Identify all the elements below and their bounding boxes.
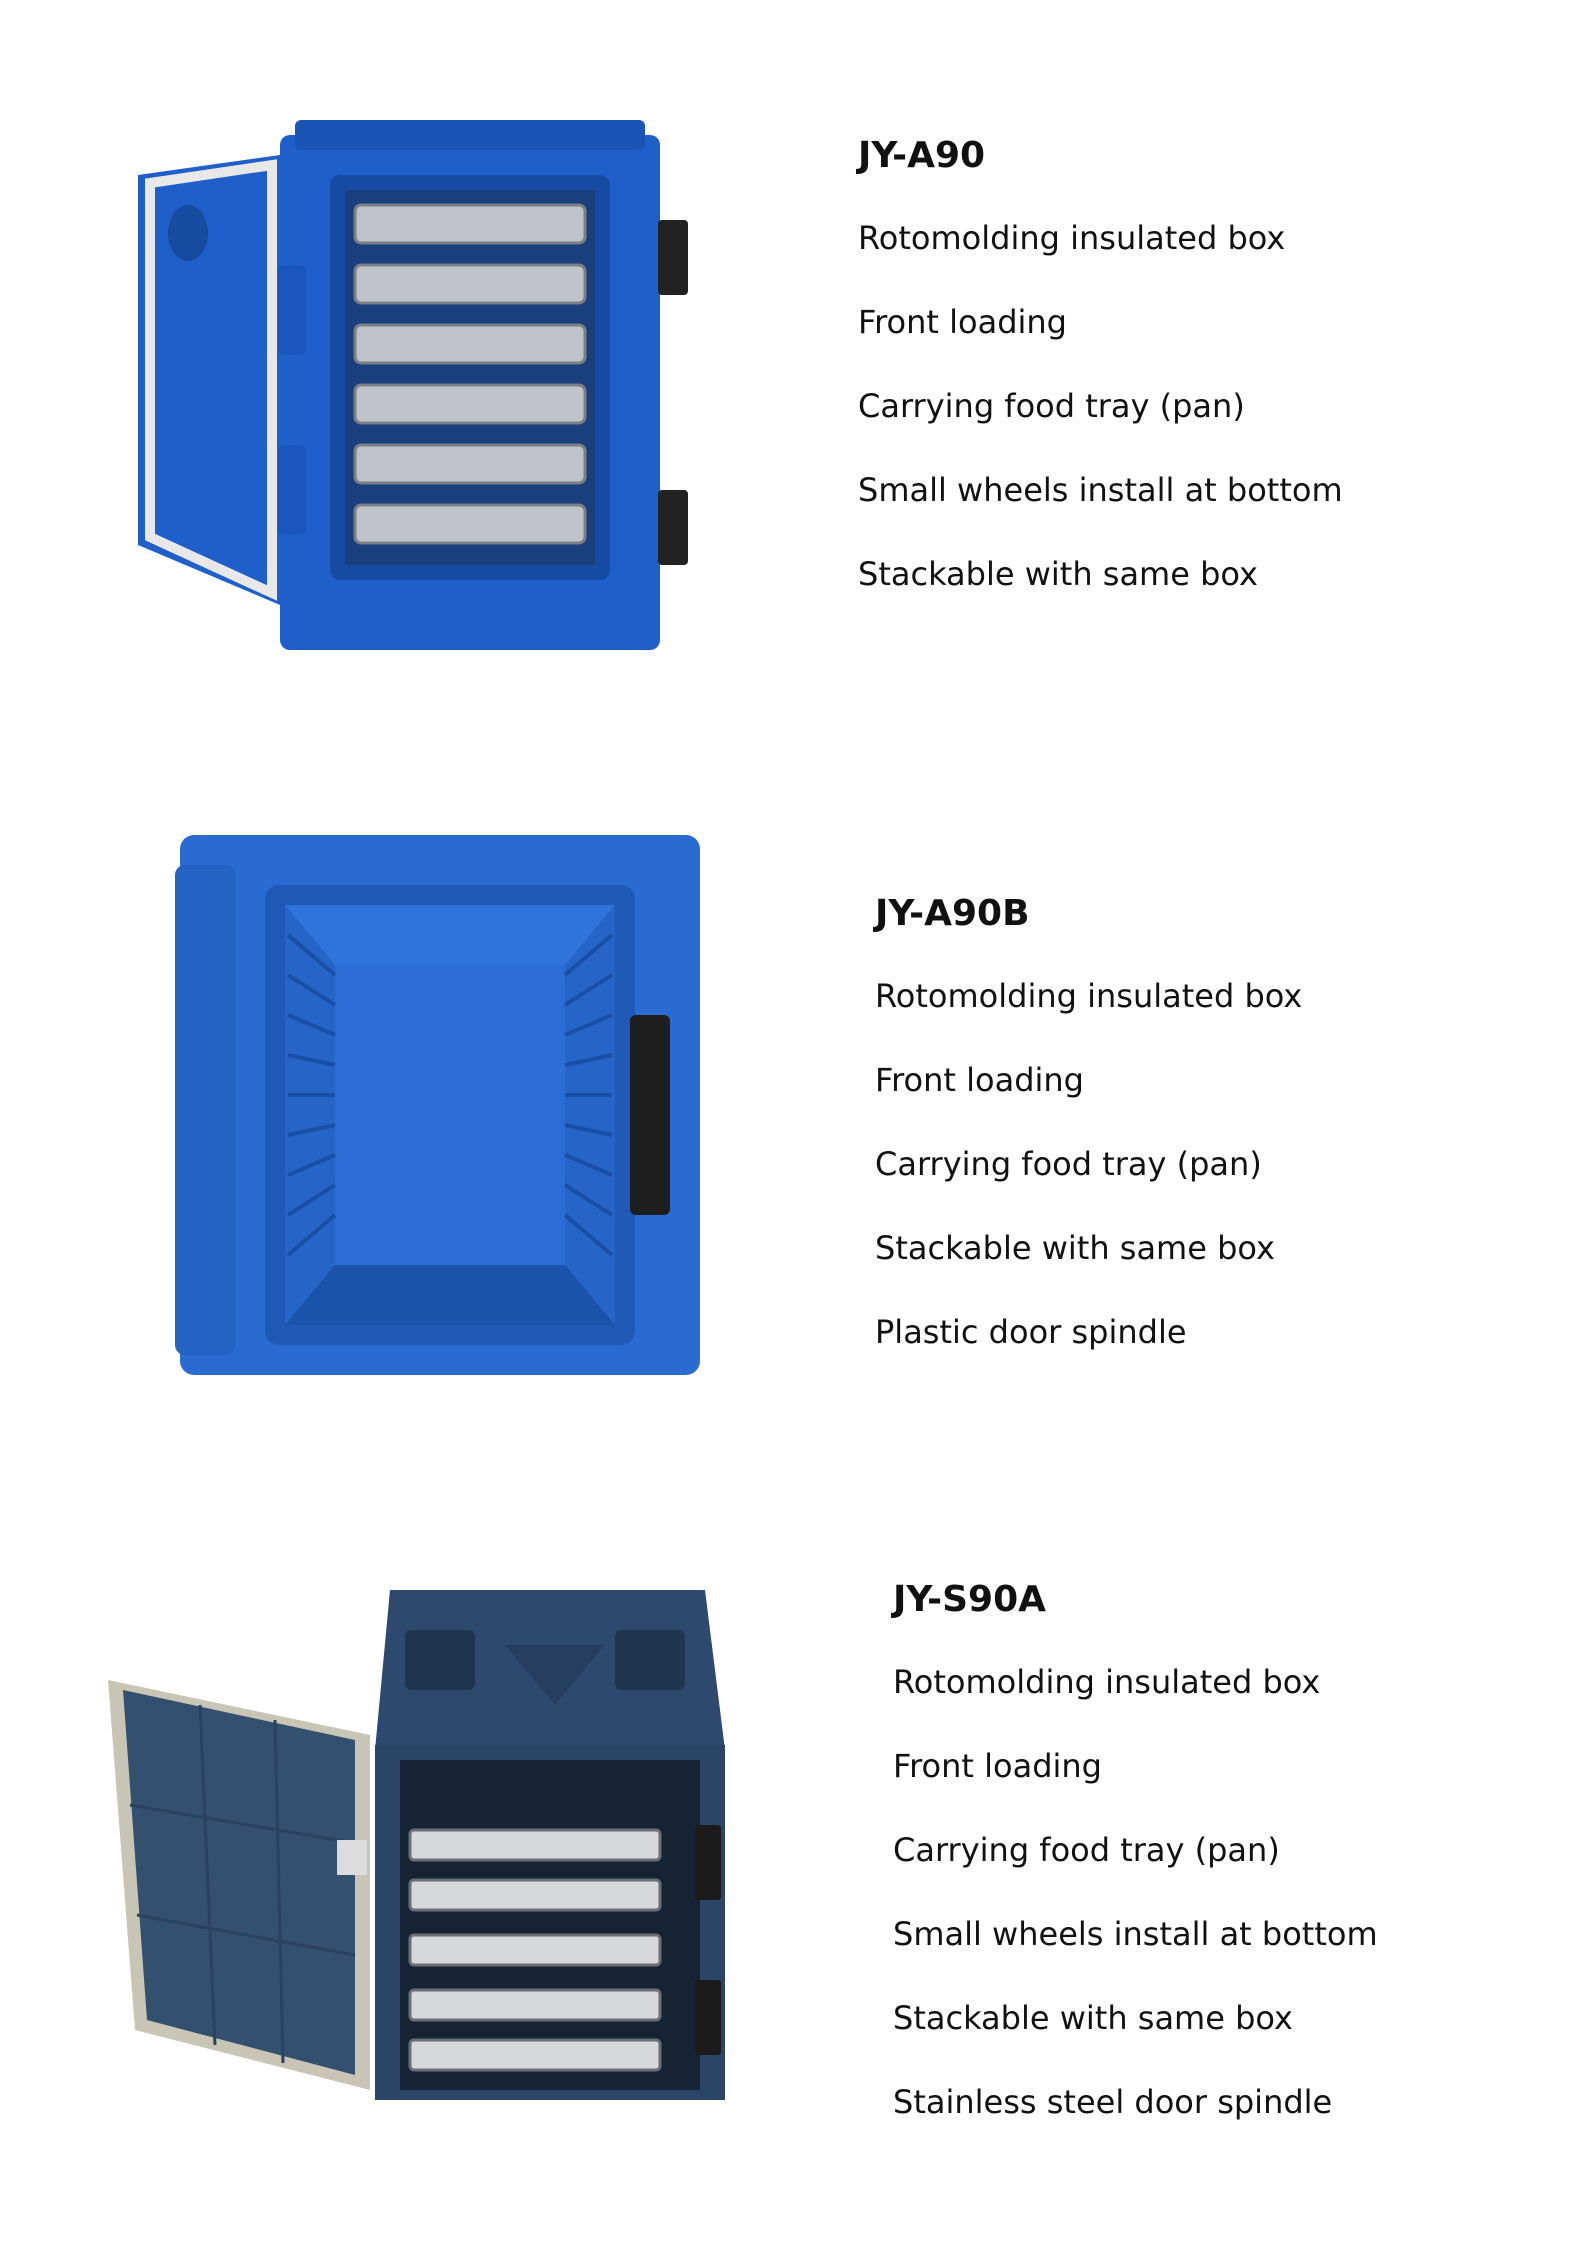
spec-block-jy-a90 (858, 135, 1343, 593)
feature-item: Carrying food tray (pan) (893, 1831, 1280, 1869)
feature-item: Small wheels install at bottom (858, 471, 1343, 509)
feature-item: Plastic door spindle (875, 1313, 1187, 1351)
feature-item: Front loading (875, 1061, 1084, 1099)
feature-list (858, 219, 1343, 593)
feature-item: Front loading (858, 303, 1067, 341)
feature-item: Stackable with same box (875, 1229, 1275, 1267)
feature-item: Carrying food tray (pan) (875, 1145, 1262, 1183)
spec-block-jy-a90b (875, 893, 1303, 1351)
model-name: JY-A90 (858, 135, 986, 176)
feature-list (875, 977, 1303, 1351)
model-name: JY-S90A (893, 1579, 1046, 1620)
product-image-jy-a90b (170, 825, 710, 1385)
feature-item: Carrying food tray (pan) (858, 387, 1245, 425)
model-name: JY-A90B (875, 893, 1030, 934)
product-image-jy-a90 (130, 115, 690, 670)
product-image-jy-s90a (105, 1585, 735, 2110)
feature-item: Front loading (893, 1747, 1102, 1785)
feature-item: Small wheels install at bottom (893, 1915, 1378, 1953)
feature-item: Rotomolding insulated box (893, 1663, 1321, 1701)
feature-item: Rotomolding insulated box (858, 219, 1286, 257)
feature-item: Stackable with same box (858, 555, 1258, 593)
feature-item: Rotomolding insulated box (875, 977, 1303, 1015)
feature-item: Stackable with same box (893, 1999, 1293, 2037)
feature-item: Stainless steel door spindle (893, 2083, 1333, 2121)
feature-list (893, 1663, 1378, 2121)
spec-block-jy-s90a (893, 1579, 1378, 2121)
